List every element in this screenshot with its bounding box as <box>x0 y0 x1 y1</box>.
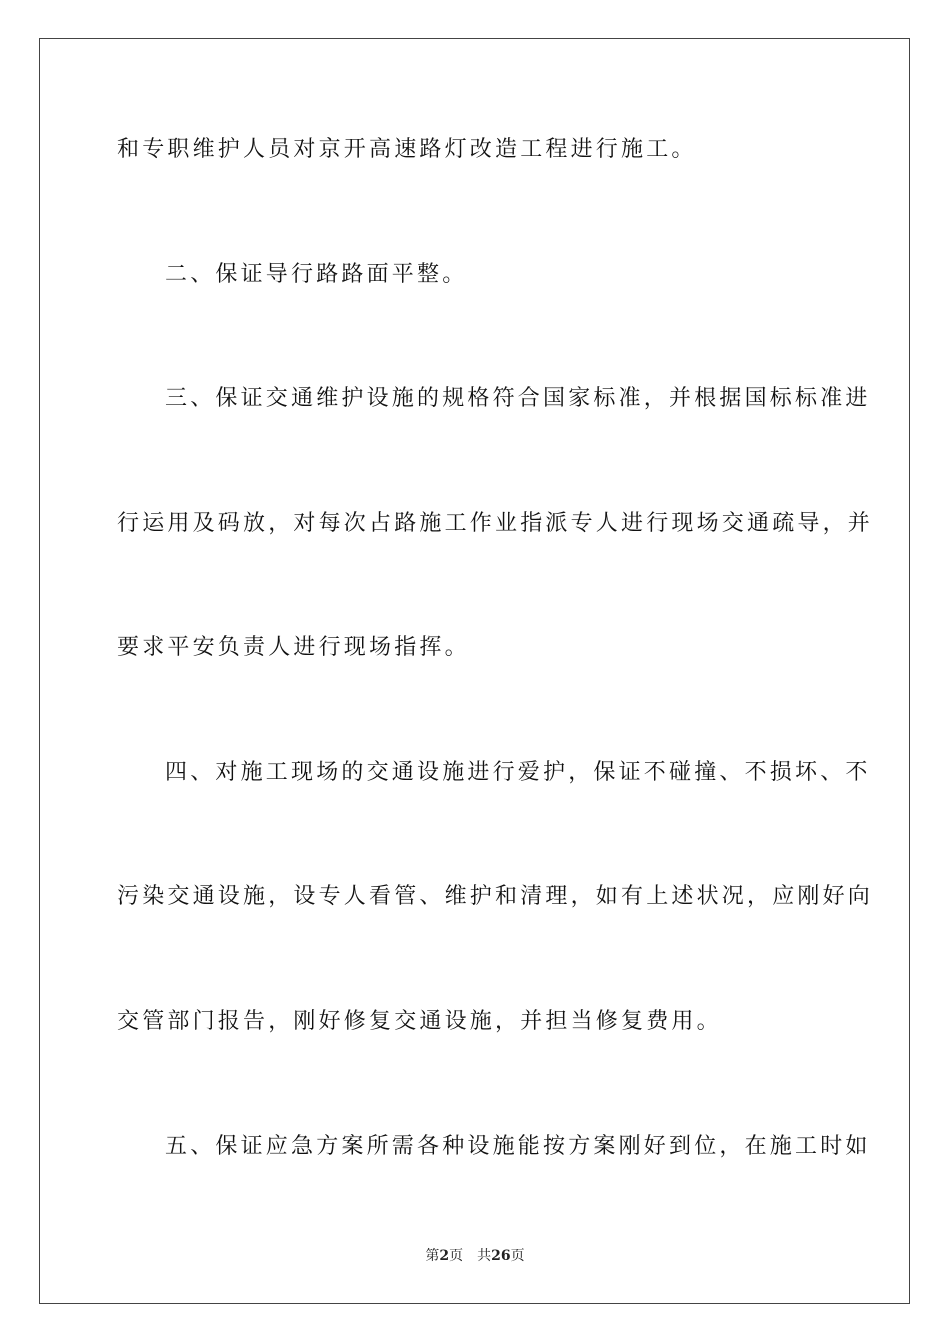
text-line: 要求平安负责人进行现场指挥。 <box>117 635 470 660</box>
text-line: 行运用及码放，对每次占路施工作业指派专人进行现场交通疏导，并 <box>117 511 874 536</box>
text-line: 三、保证交通维护设施的规格符合国家标准，并根据国标标准进 <box>165 386 871 411</box>
page-suffix: 页 <box>449 1248 464 1264</box>
text-line: 五、保证应急方案所需各种设施能按方案刚好到位，在施工时如 <box>165 1134 871 1159</box>
text-line: 四、对施工现场的交通设施进行爱护，保证不碰撞、不损坏、不 <box>165 760 871 785</box>
total-prefix: 共 <box>477 1248 492 1264</box>
total-pages: 26 <box>491 1248 511 1264</box>
text-line: 交管部门报告，刚好修复交通设施，并担当修复费用。 <box>117 1009 722 1034</box>
text-line: 二、保证导行路路面平整。 <box>165 262 468 287</box>
total-suffix: 页 <box>510 1248 525 1264</box>
page-footer <box>0 1245 950 1265</box>
page-prefix: 第 <box>425 1248 440 1264</box>
text-line: 和专职维护人员对京开高速路灯改造工程进行施工。 <box>117 137 697 162</box>
page-number: 2 <box>439 1248 450 1264</box>
page-frame <box>39 38 910 1304</box>
text-line: 污染交通设施，设专人看管、维护和清理，如有上述状况，应刚好向 <box>117 884 874 909</box>
